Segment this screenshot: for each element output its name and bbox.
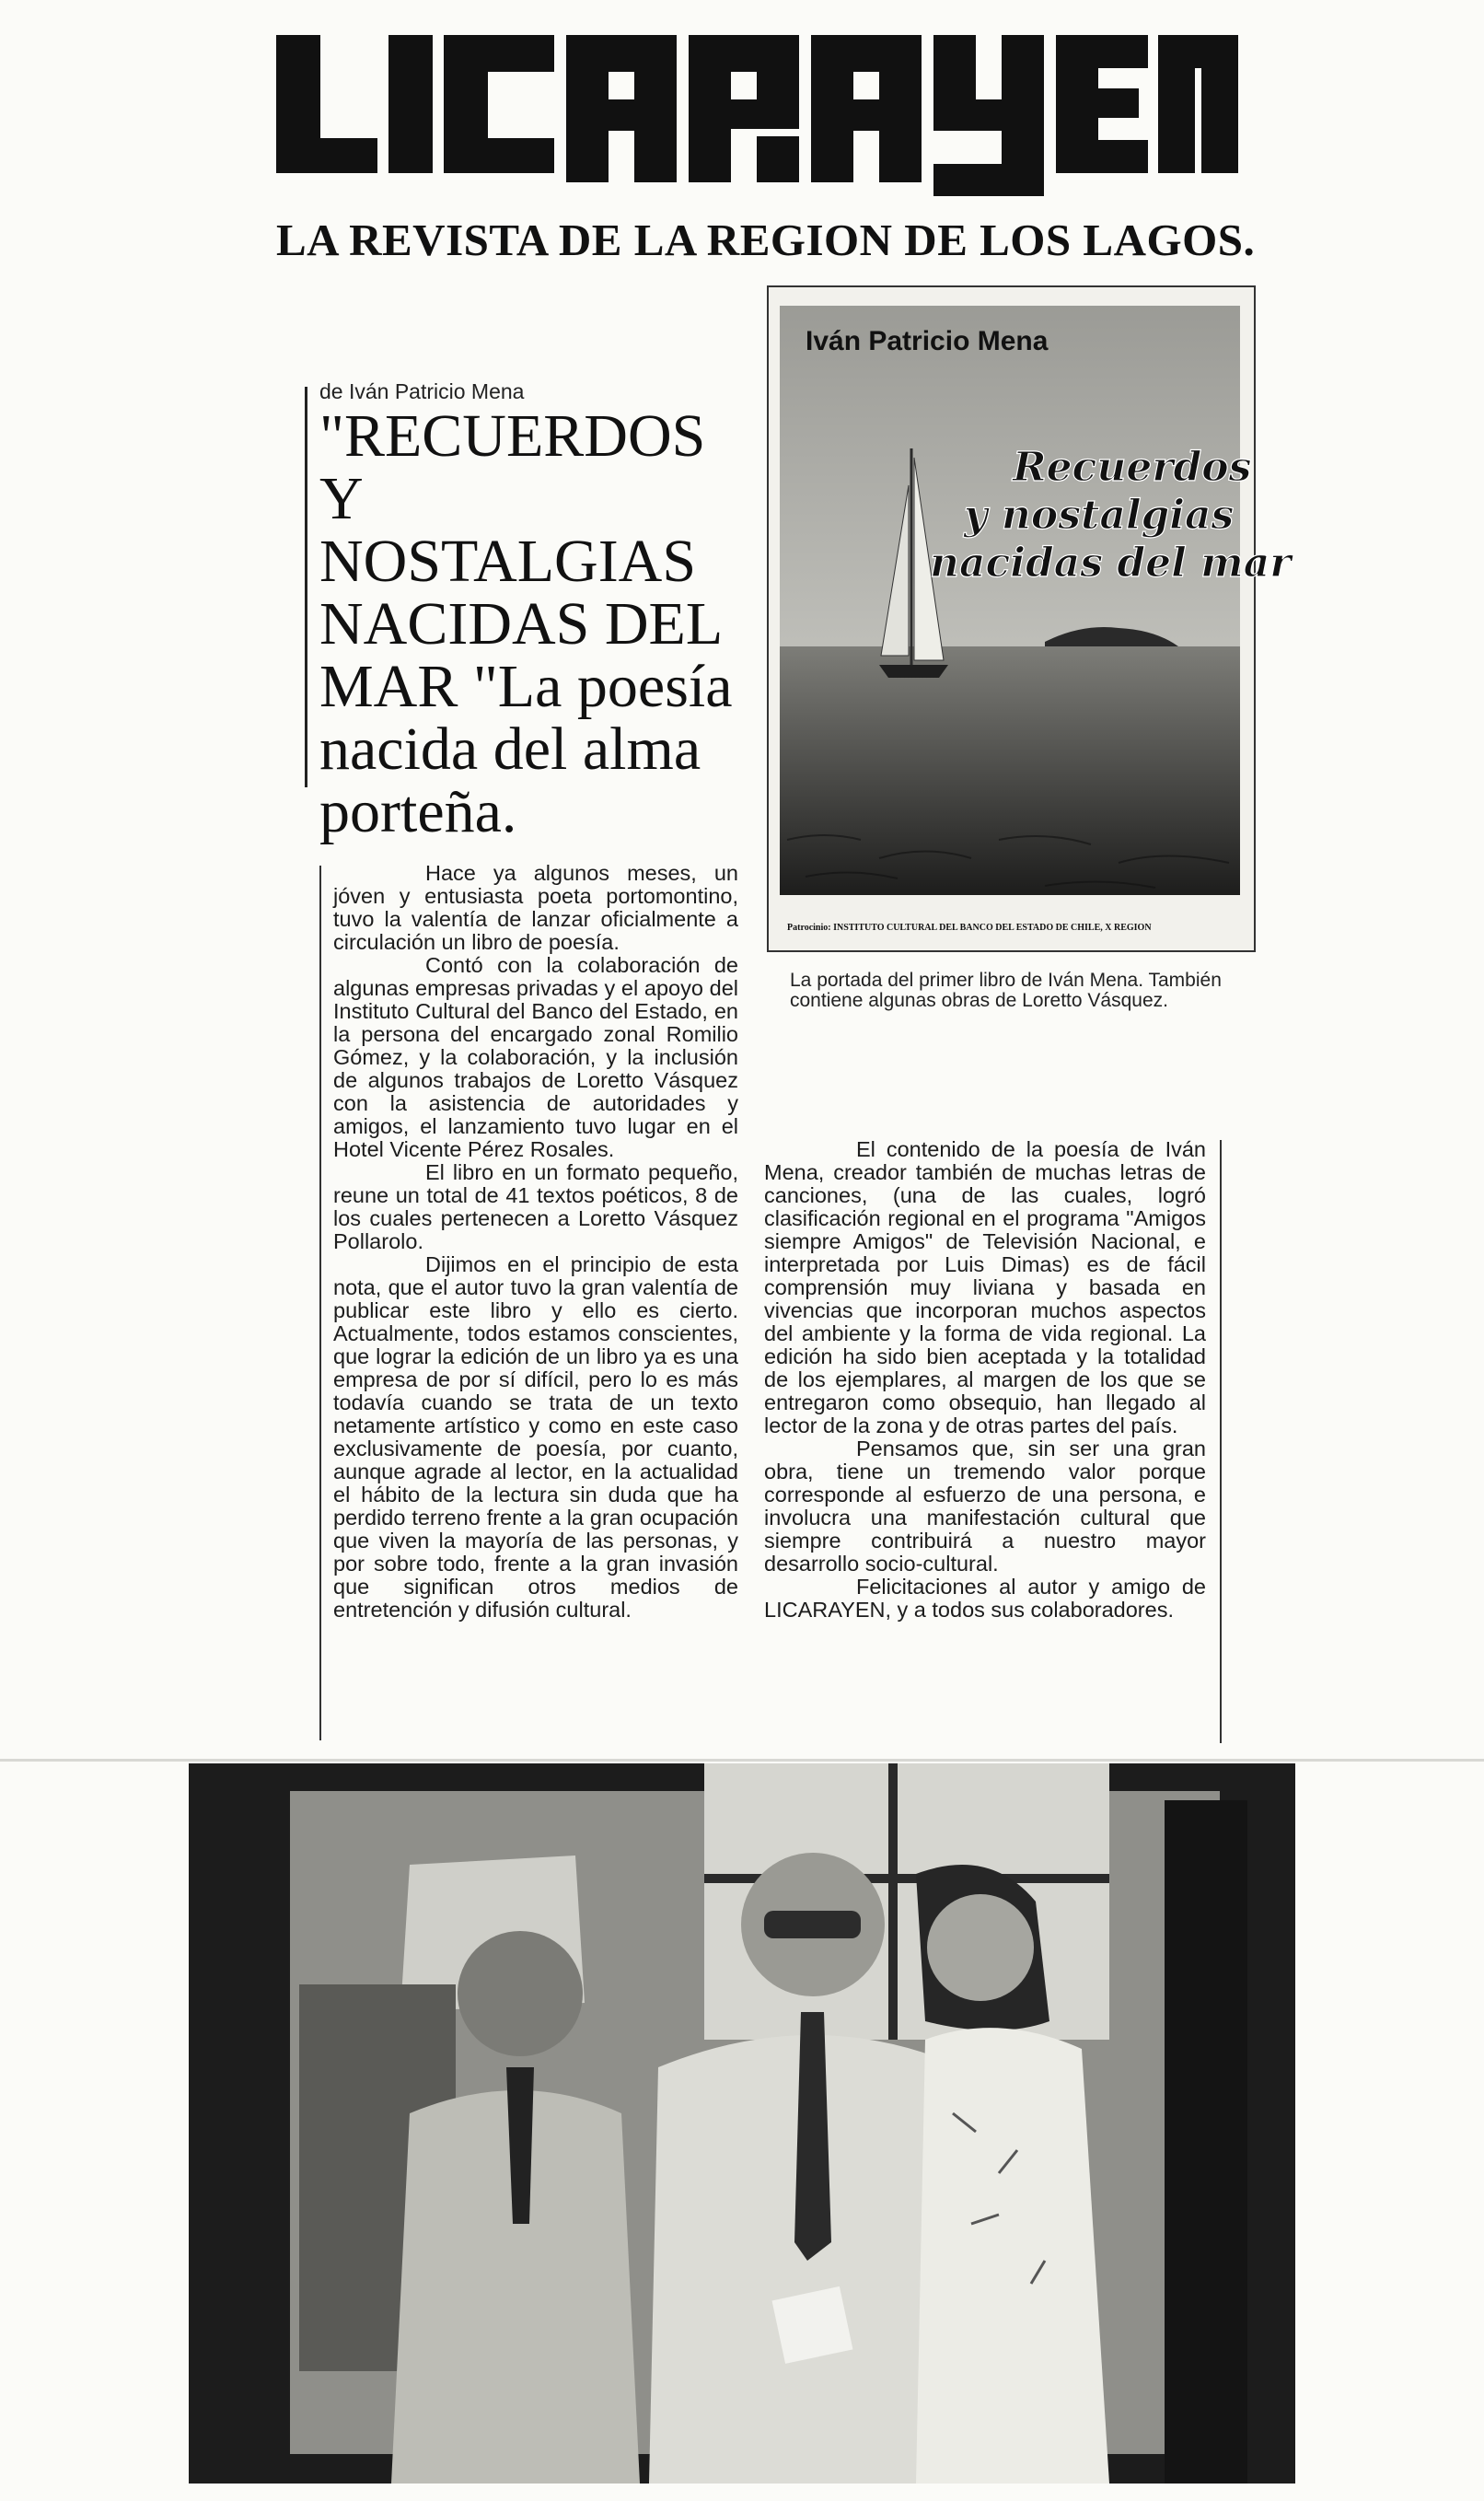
book-cover-image xyxy=(767,285,1292,952)
cover-title-line2: y nostalgias xyxy=(964,492,1235,539)
column1-rule xyxy=(319,866,321,1740)
paragraph: El libro en un formato pequeño, reune un total de 41 textos poéticos, 8 de los cuales pertenecen a Loretto Vásquez Pollarolo. xyxy=(333,1160,738,1253)
masthead-subtitle: LA REVISTA DE LA REGION DE LOS LAGOS. xyxy=(276,215,1256,265)
masthead-logo xyxy=(276,35,1238,196)
paragraph: Dijimos en el principio de esta nota, que el autor tuvo la gran valentía de publicar este libro y ello es cierto. Actualmente, todos estamos conscientes, que lograr la edición de un libro ya es una empresa de por sí difícil, pero lo es más todavía cuando se trata de un texto netamente artístico y como en este caso exclusivamente de poesía, por cuanto, aunque agrade al lector, en la actualidad el hábito de la lectura sin duda que ha perdido terreno frente a la gran ocupación que viven la mayoría de las personas, y por sobre todo, frente a la gran invasión que significan otros medios de entretención y difusión cultural. xyxy=(333,1252,738,1622)
article-column-2 xyxy=(764,1138,1206,1622)
headline-rule xyxy=(305,387,307,787)
page-fold-line xyxy=(0,1759,1484,1762)
article-headline: "RECUERDOS Y NOSTALGIAS NACIDAS DEL MAR "La poesía nacida del alma porteña. xyxy=(319,402,733,845)
paragraph: Contó con la colaboración de algunas empresas privadas y el apoyo del Instituto Cultural del Banco del Estado, en la persona del encargado zonal Romilio Gómez, y la colaboración, y la inclusión de algunos trabajos de Loretto Vásquez con la asistencia de autoridades y amigos, el lanzamiento tuvo lugar en el Hotel Vicente Pérez Rosales. xyxy=(333,953,738,1161)
column2-rule xyxy=(1220,1140,1222,1743)
cover-title-line1: Recuerdos xyxy=(1013,444,1252,491)
article-column-1 xyxy=(333,862,738,1622)
cover-sponsor-text: Patrocinio: INSTITUTO CULTURAL DEL BANCO DEL ESTADO DE CHILE, X REGION xyxy=(787,923,1152,933)
cover-author-text: Iván Patricio Mena xyxy=(806,326,1049,356)
paragraph: Pensamos que, sin ser una gran obra, tiene un tremendo valor porque corresponde al esfuerzo de una persona, e involucra una manifestación cultural que siempre contribuirá a nuestro mayor desarrollo socio-cultural. xyxy=(764,1437,1206,1576)
cover-caption: La portada del primer libro de Iván Mena. También contiene algunas obras de Loretto Vásquez. xyxy=(790,970,1222,1011)
cover-title-line3: nacidas del mar xyxy=(930,540,1292,587)
event-photo xyxy=(189,1763,1295,2484)
paragraph: El contenido de la poesía de Iván Mena, creador también de muchas letras de canciones, (una de las cuales, logró clasificación regional en el programa "Amigos siempre Amigos" de Televisión Nacional, e interpretada por Luis Dimas) es de fácil comprensión muy liviana y basada en vivencias que incorporan muchos aspectos del ambiente y la forma de vida regional. La edición ha sido bien aceptada y la totalidad de los ejemplares, al margen de los que se entregaron como obsequio, han llegado al lector de la zona y de otras partes del país. xyxy=(764,1137,1206,1437)
paragraph: Felicitaciones al autor y amigo de LICARAYEN, y a todos sus colaboradores. xyxy=(764,1575,1206,1622)
article-byline: de Iván Patricio Mena xyxy=(319,379,525,403)
paragraph: Hace ya algunos meses, un jóven y entusiasta poeta portomontino, tuvo la valentía de lanzar oficialmente a circulación un libro de poesía. xyxy=(333,861,738,954)
